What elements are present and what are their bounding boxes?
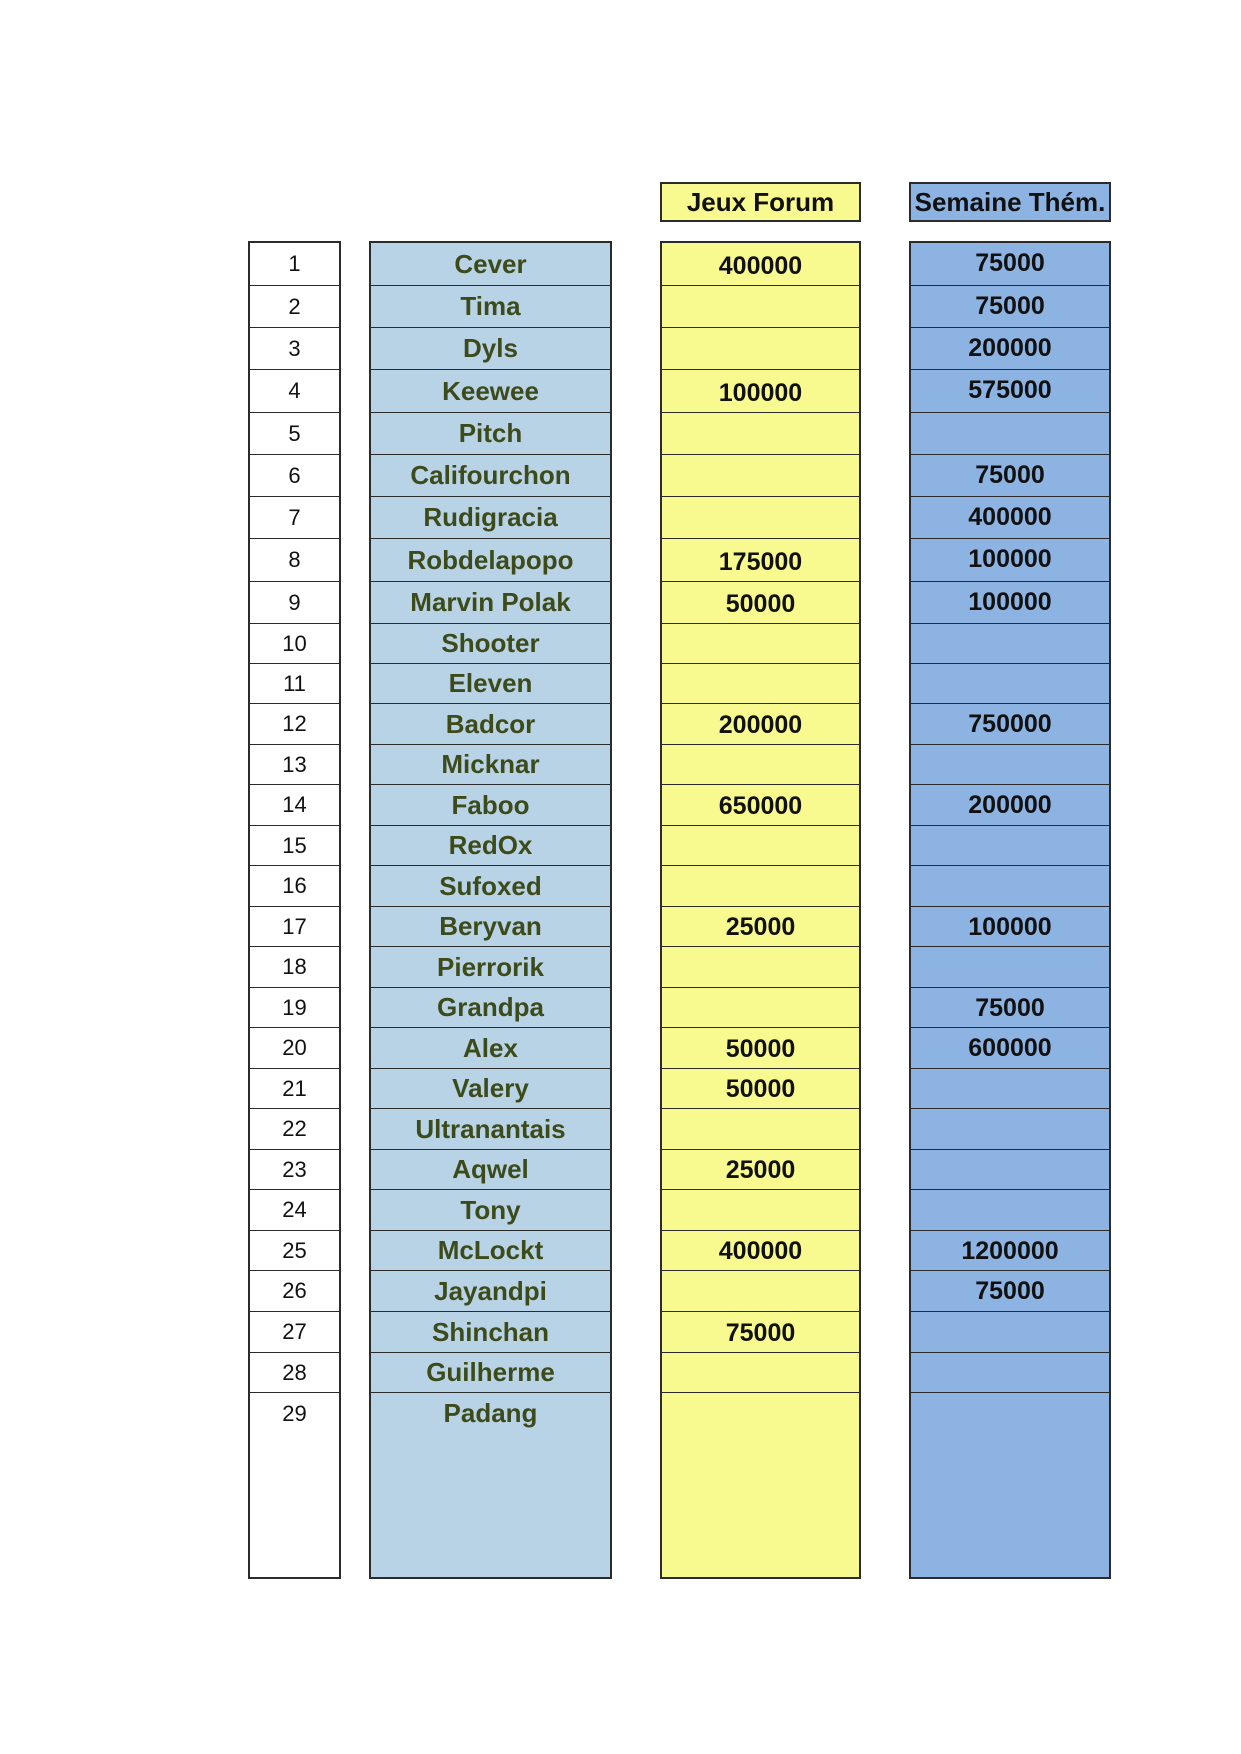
jeux-forum-cell: 650000 <box>662 785 859 826</box>
semaine-thematique-cell: 1200000 <box>911 1231 1109 1271</box>
rank-cell: 7 <box>250 497 339 539</box>
player-name-cell: Shinchan <box>371 1312 610 1353</box>
player-name-cell: Pitch <box>371 413 610 455</box>
semaine-thematique-cell <box>911 826 1109 866</box>
player-name-cell: Keewee <box>371 370 610 413</box>
semaine-thematique-cell: 100000 <box>911 582 1109 624</box>
rank-cell: 20 <box>250 1028 339 1069</box>
jeux-forum-cell: 50000 <box>662 582 859 624</box>
semaine-thematique-cell: 750000 <box>911 704 1109 745</box>
rank-cell: 4 <box>250 370 339 413</box>
rank-cell: 26 <box>250 1271 339 1312</box>
player-name-cell: McLockt <box>371 1231 610 1271</box>
semaine-thematique-cell <box>911 1109 1109 1150</box>
rank-cell: 18 <box>250 947 339 988</box>
jeux-forum-cell: 100000 <box>662 370 859 413</box>
player-name-cell: Faboo <box>371 785 610 826</box>
semaine-thematique-cell: 75000 <box>911 455 1109 497</box>
jeux-forum-cell <box>662 947 859 988</box>
header-semaine-thematique: Semaine Thém. <box>909 182 1111 222</box>
rank-cell: 10 <box>250 624 339 664</box>
jeux-forum-cell <box>662 497 859 539</box>
jeux-forum-cell: 75000 <box>662 1312 859 1353</box>
semaine-thematique-cell <box>911 866 1109 907</box>
player-name-cell: Ultranantais <box>371 1109 610 1150</box>
semaine-thematique-cell: 75000 <box>911 988 1109 1028</box>
player-name-cell: Badcor <box>371 704 610 745</box>
semaine-thematique-cell <box>911 1312 1109 1353</box>
semaine-thematique-cell: 400000 <box>911 497 1109 539</box>
player-name-cell: Beryvan <box>371 907 610 947</box>
jeux-forum-cell <box>662 866 859 907</box>
rank-cell: 6 <box>250 455 339 497</box>
player-name-cell: Valery <box>371 1069 610 1109</box>
jeux-forum-cell <box>662 1190 859 1231</box>
jeux-forum-cell <box>662 455 859 497</box>
jeux-forum-cell <box>662 328 859 370</box>
semaine-thematique-cell <box>911 413 1109 455</box>
semaine-thematique-cell <box>911 1353 1109 1393</box>
rank-cell: 28 <box>250 1353 339 1393</box>
player-name-cell: Cever <box>371 243 610 286</box>
jeux-forum-cell: 25000 <box>662 907 859 947</box>
player-name-cell: Dyls <box>371 328 610 370</box>
rank-cell: 15 <box>250 826 339 866</box>
jeux-forum-cell <box>662 413 859 455</box>
player-name-cell: Robdelapopo <box>371 539 610 582</box>
rank-cell: 3 <box>250 328 339 370</box>
rank-cell: 12 <box>250 704 339 745</box>
semaine-thematique-cell: 75000 <box>911 1271 1109 1312</box>
player-name-cell: Guilherme <box>371 1353 610 1393</box>
jeux-forum-cell: 25000 <box>662 1150 859 1190</box>
semaine-thematique-cell <box>911 1393 1109 1434</box>
jeux-forum-cell <box>662 745 859 785</box>
jeux-forum-cell: 175000 <box>662 539 859 582</box>
jeux-forum-cell: 200000 <box>662 704 859 745</box>
jeux-forum-cell <box>662 1353 859 1393</box>
rank-cell: 14 <box>250 785 339 826</box>
player-name-cell: Eleven <box>371 664 610 704</box>
player-name-cell: Grandpa <box>371 988 610 1028</box>
semaine-thematique-cell <box>911 1190 1109 1231</box>
rank-cell: 24 <box>250 1190 339 1231</box>
player-name-cell: Rudigracia <box>371 497 610 539</box>
semaine-thematique-cell <box>911 624 1109 664</box>
rank-cell: 23 <box>250 1150 339 1190</box>
player-name-cell: Jayandpi <box>371 1271 610 1312</box>
rank-cell: 27 <box>250 1312 339 1353</box>
player-name-cell: Califourchon <box>371 455 610 497</box>
semaine-thematique-cell: 600000 <box>911 1028 1109 1069</box>
jeux-forum-cell: 400000 <box>662 1231 859 1271</box>
semaine-thematique-cell <box>911 1069 1109 1109</box>
rank-column <box>248 241 341 1579</box>
semaine-thematique-cell: 200000 <box>911 785 1109 826</box>
semaine-thematique-cell <box>911 947 1109 988</box>
header-jeux-forum: Jeux Forum <box>660 182 861 222</box>
rank-cell: 17 <box>250 907 339 947</box>
jeux-forum-cell <box>662 664 859 704</box>
semaine-thematique-cell: 75000 <box>911 286 1109 328</box>
jeux-forum-cell <box>662 1393 859 1434</box>
jeux-forum-cell <box>662 826 859 866</box>
rank-cell: 21 <box>250 1069 339 1109</box>
semaine-thematique-cell <box>911 745 1109 785</box>
player-name-cell: Pierrorik <box>371 947 610 988</box>
jeux-forum-cell <box>662 1271 859 1312</box>
semaine-thematique-cell: 100000 <box>911 907 1109 947</box>
player-name-cell: Alex <box>371 1028 610 1069</box>
semaine-thematique-cell: 100000 <box>911 539 1109 582</box>
player-name-cell: Marvin Polak <box>371 582 610 624</box>
semaine-thematique-cell: 200000 <box>911 328 1109 370</box>
jeux-forum-cell: 400000 <box>662 243 859 286</box>
rank-cell: 1 <box>250 243 339 286</box>
semaine-thematique-cell <box>911 1150 1109 1190</box>
rank-cell: 9 <box>250 582 339 624</box>
semaine-thematique-cell: 575000 <box>911 370 1109 413</box>
rank-cell: 19 <box>250 988 339 1028</box>
jeux-forum-cell <box>662 624 859 664</box>
semaine-thematique-cell: 75000 <box>911 243 1109 286</box>
rank-cell: 22 <box>250 1109 339 1150</box>
rank-cell: 5 <box>250 413 339 455</box>
rank-cell: 13 <box>250 745 339 785</box>
rank-cell: 2 <box>250 286 339 328</box>
player-name-cell: Sufoxed <box>371 866 610 907</box>
player-name-cell: Micknar <box>371 745 610 785</box>
jeux-forum-cell <box>662 1109 859 1150</box>
rank-cell: 25 <box>250 1231 339 1271</box>
semaine-thematique-column <box>909 241 1111 1579</box>
jeux-forum-cell: 50000 <box>662 1028 859 1069</box>
player-column <box>369 241 612 1579</box>
rank-cell: 8 <box>250 539 339 582</box>
jeux-forum-cell <box>662 286 859 328</box>
player-name-cell: Aqwel <box>371 1150 610 1190</box>
rank-cell: 16 <box>250 866 339 907</box>
jeux-forum-cell: 50000 <box>662 1069 859 1109</box>
player-name-cell: Padang <box>443 1398 538 1428</box>
player-name-cell: Shooter <box>371 624 610 664</box>
player-name-cell: RedOx <box>371 826 610 866</box>
semaine-thematique-cell <box>911 664 1109 704</box>
jeux-forum-cell <box>662 988 859 1028</box>
player-name-cell: Tima <box>371 286 610 328</box>
rank-cell: 29 <box>282 1400 307 1426</box>
jeux-forum-column <box>660 241 861 1579</box>
player-name-cell: Tony <box>371 1190 610 1231</box>
rank-cell: 11 <box>250 664 339 704</box>
